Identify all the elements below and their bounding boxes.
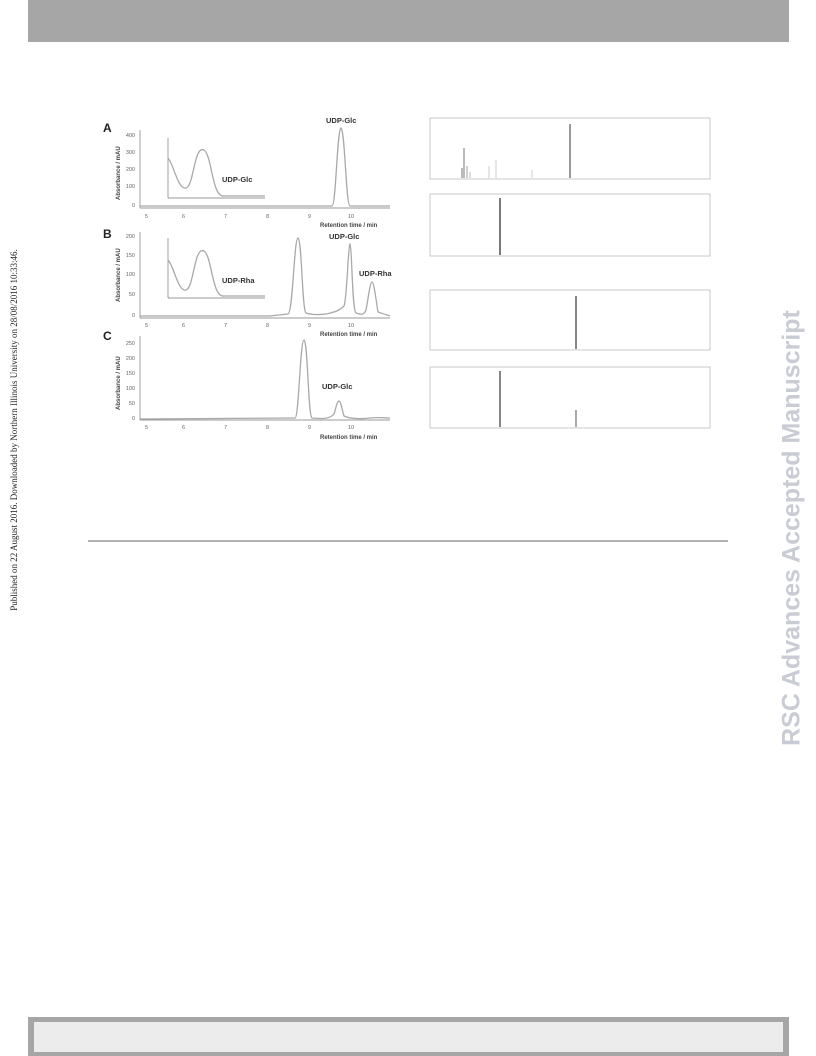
panel-a-xtick: 6 [182,214,186,220]
panel-c-xtick: 8 [266,425,270,431]
panel-a-ytick: 100 [125,184,135,190]
panel-b-ytick: 200 [125,234,135,240]
panel-b-inset-label: UDP-Rha [222,276,255,285]
accepted-manuscript-watermark: RSC Advances Accepted Manuscript [777,310,806,746]
panel-c-ylabel: Absorbance / mAU [116,356,122,410]
panel-b-xtick: 6 [182,323,186,329]
panel-c-ytick: 250 [125,341,135,347]
panel-b-xtick: 8 [266,323,270,329]
panel-a-xlabel: Retention time / min [320,223,378,229]
panel-c-ytick: 150 [125,371,135,377]
ms-spectra [428,116,713,431]
panel-b-ytick: 100 [125,272,135,278]
hplc-figure [100,110,400,450]
panel-c-ytick: 50 [128,401,135,407]
panel-c-ytick: 100 [125,386,135,392]
panel-c [103,329,390,441]
panel-b-peak-label-2: UDP-Rha [359,269,392,278]
section-divider [88,540,728,542]
panel-b-xtick: 5 [145,323,149,329]
spectrum-2 [430,194,710,256]
panel-c-peak-label: UDP-Glc [322,382,353,391]
panel-b-letter: B [103,227,112,241]
spectrum-4 [430,367,710,428]
panel-a-xtick: 10 [348,214,355,220]
panel-c-xtick: 7 [224,425,228,431]
panel-b-ytick: 0 [131,313,135,319]
panel-c-xtick: 6 [182,425,186,431]
panel-a-inset-label: UDP-Glc [222,175,253,184]
panel-a-ytick: 300 [125,150,135,156]
panel-a-xtick: 8 [266,214,270,220]
panel-c-letter: C [103,329,112,343]
panel-b-peak-label: UDP-Glc [329,232,360,241]
panel-b-ytick: 150 [125,253,135,259]
panel-b [103,227,392,338]
spectrum-1 [430,118,710,179]
panel-a-ytick: 0 [131,203,135,209]
spectrum-3 [430,290,710,350]
panel-a-ylabel: Absorbance / mAU [116,146,122,200]
publication-note: Published on 22 August 2016. Downloaded by Northern Illinois University on 28/08/2016 10:33:46. [9,249,19,611]
panel-c-xtick: 5 [145,425,149,431]
panel-a [103,116,390,229]
footer-bar [28,1017,789,1056]
panel-c-xtick: 9 [308,425,312,431]
panel-b-ytick: 50 [128,292,135,298]
panel-a-xtick: 9 [308,214,312,220]
panel-a-letter: A [103,121,112,135]
panel-c-ytick: 200 [125,356,135,362]
panel-a-ytick: 200 [125,167,135,173]
panel-c-ytick: 0 [131,416,135,422]
panel-b-xlabel: Retention time / min [320,332,378,338]
panel-b-xtick: 9 [308,323,312,329]
panel-c-xlabel: Retention time / min [320,435,378,441]
header-bar [28,0,789,42]
panel-b-xtick: 7 [224,323,228,329]
panel-a-ytick: 400 [125,133,135,139]
panel-c-xtick: 10 [348,425,355,431]
panel-a-xtick: 5 [145,214,149,220]
panel-a-xtick: 7 [224,214,228,220]
footer-inner [34,1022,783,1052]
panel-b-xtick: 10 [348,323,355,329]
panel-a-peak-label: UDP-Glc [326,116,357,125]
panel-b-ylabel: Absorbance / mAU [116,248,122,302]
